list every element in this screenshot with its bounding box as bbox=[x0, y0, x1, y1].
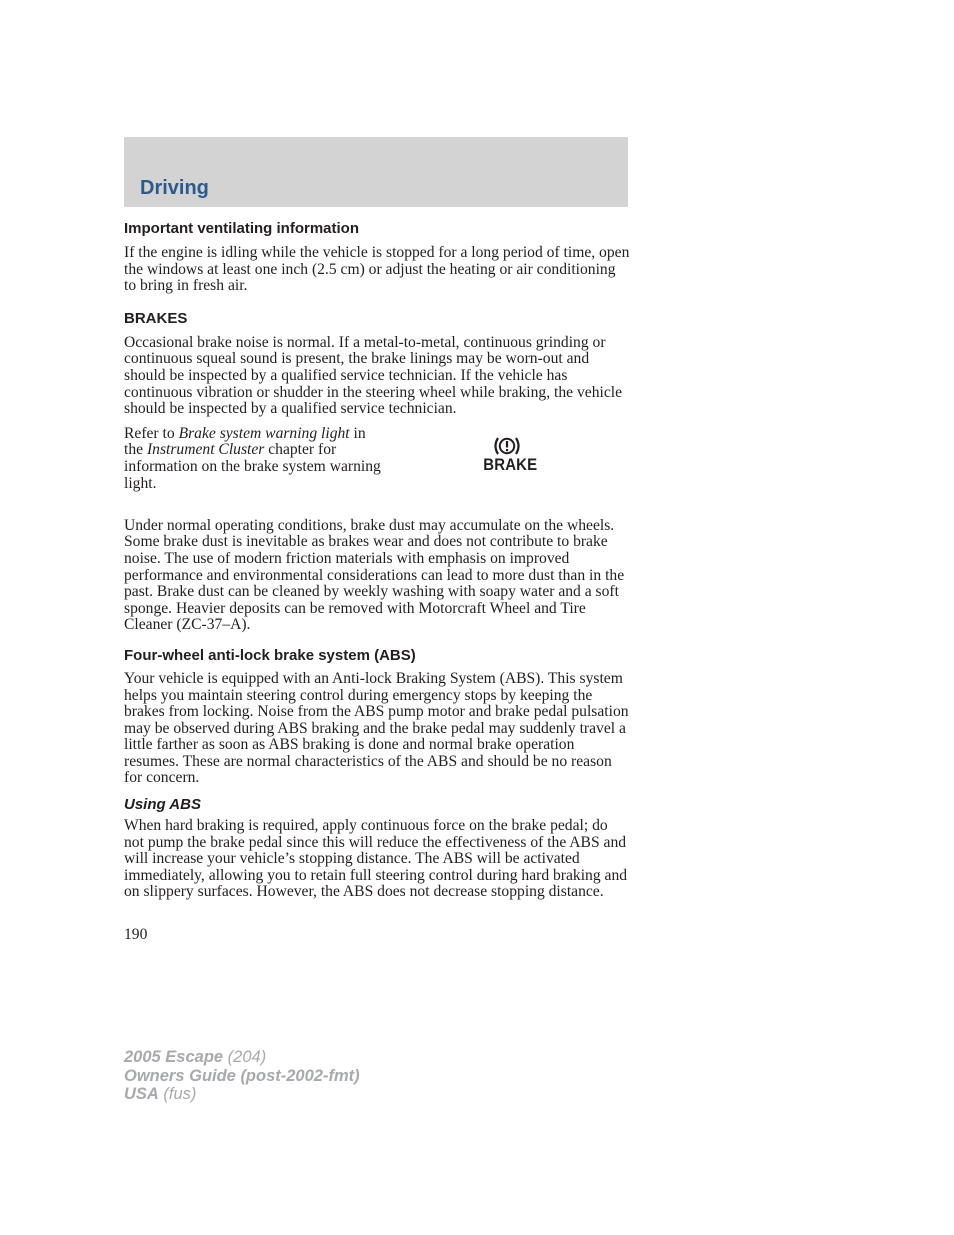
brake-icon-label: BRAKE bbox=[483, 454, 538, 474]
section-heading-brakes: BRAKES bbox=[124, 309, 188, 327]
reference-text-1: Refer to bbox=[124, 424, 179, 442]
reference-text-2: in the bbox=[124, 424, 366, 459]
ventilating-paragraph: If the engine is idling while the vehicle is stopped for a long period of time, open the windows at least one inch (2.5 cm) or adjust the heating or air conditioning to bring in fresh air. bbox=[124, 244, 630, 295]
footer-line-3 bbox=[124, 1085, 360, 1104]
page-number: 190 bbox=[124, 926, 148, 943]
brake-reference-paragraph bbox=[124, 426, 386, 492]
document-footer bbox=[124, 1048, 360, 1104]
chapter-title: Driving bbox=[140, 177, 209, 199]
page-content bbox=[124, 220, 630, 901]
section-heading-ventilating: Important ventilating information bbox=[124, 220, 359, 237]
using-abs-paragraph: When hard braking is required, apply continuous force on the brake pedal; do not pump the brake pedal since this will reduce the effectiveness of the ABS and will increase your vehicle’s stopping distance. The ABS will be activated immediately, allowing you to retain full steering control during hard braking and on slippery surfaces. However, the ABS does not decrease stopping distance. bbox=[124, 817, 628, 901]
brakes-paragraph-dust: Under normal operating conditions, brake dust may accumulate on the wheels. Some brake dust is inevitable as brakes wear and does not contribute to brake noise. The use of modern friction materials with emphasis on improved performance and environmental considerations can lead to more dust than in the past. Brake dust can be cleaned by weekly washing with soapy water and a soft sponge. Heavier deposits can be removed with Motorcraft Wheel and Tire Cleaner (ZC-37–A). bbox=[124, 516, 625, 634]
brake-warning-icon bbox=[480, 436, 538, 475]
reference-brake-warning-light: Brake system warning light bbox=[178, 424, 350, 442]
footer-line-1 bbox=[124, 1048, 360, 1067]
reference-instrument-cluster: Instrument Cluster bbox=[146, 441, 265, 459]
footer-line-2 bbox=[124, 1067, 360, 1086]
reference-text-3: chapter for information on the brake system warning light. bbox=[124, 441, 381, 492]
brake-warning-reference bbox=[124, 426, 630, 506]
footer-guide-format: Owners Guide (post-2002-fmt) bbox=[124, 1066, 360, 1085]
section-heading-abs: Four-wheel anti-lock brake system (ABS) bbox=[124, 646, 416, 664]
chapter-header bbox=[124, 137, 628, 207]
section-heading-using-abs: Using ABS bbox=[124, 796, 201, 814]
brakes-paragraph-noise: Occasional brake noise is normal. If a metal-to-metal, continuous grinding or continuous squeal sound is present, the brake linings may be worn-out and should be inspected by a qualified service technician. If the vehicle has continuous vibration or shudder in the steering wheel while braking, the vehicle should be inspected by a qualified service technician. bbox=[124, 333, 623, 418]
footer-model-code: (204) bbox=[223, 1048, 267, 1066]
footer-model: 2005 Escape bbox=[124, 1048, 224, 1066]
footer-market: USA bbox=[124, 1085, 159, 1103]
footer-market-code: (fus) bbox=[158, 1085, 197, 1103]
abs-paragraph: Your vehicle is equipped with an Anti-lock Braking System (ABS). This system helps you maintain steering control during emergency stops by keeping the brakes from locking. Noise from the ABS pump motor and brake pedal pulsation may be observed during ABS braking and the brake pedal may suddenly travel a little farther as soon as ABS braking is done and normal brake operation resumes. These are normal characteristics of the ABS and should be no reason for concern. bbox=[124, 669, 629, 787]
brake-circle-exclamation-icon bbox=[492, 436, 522, 456]
